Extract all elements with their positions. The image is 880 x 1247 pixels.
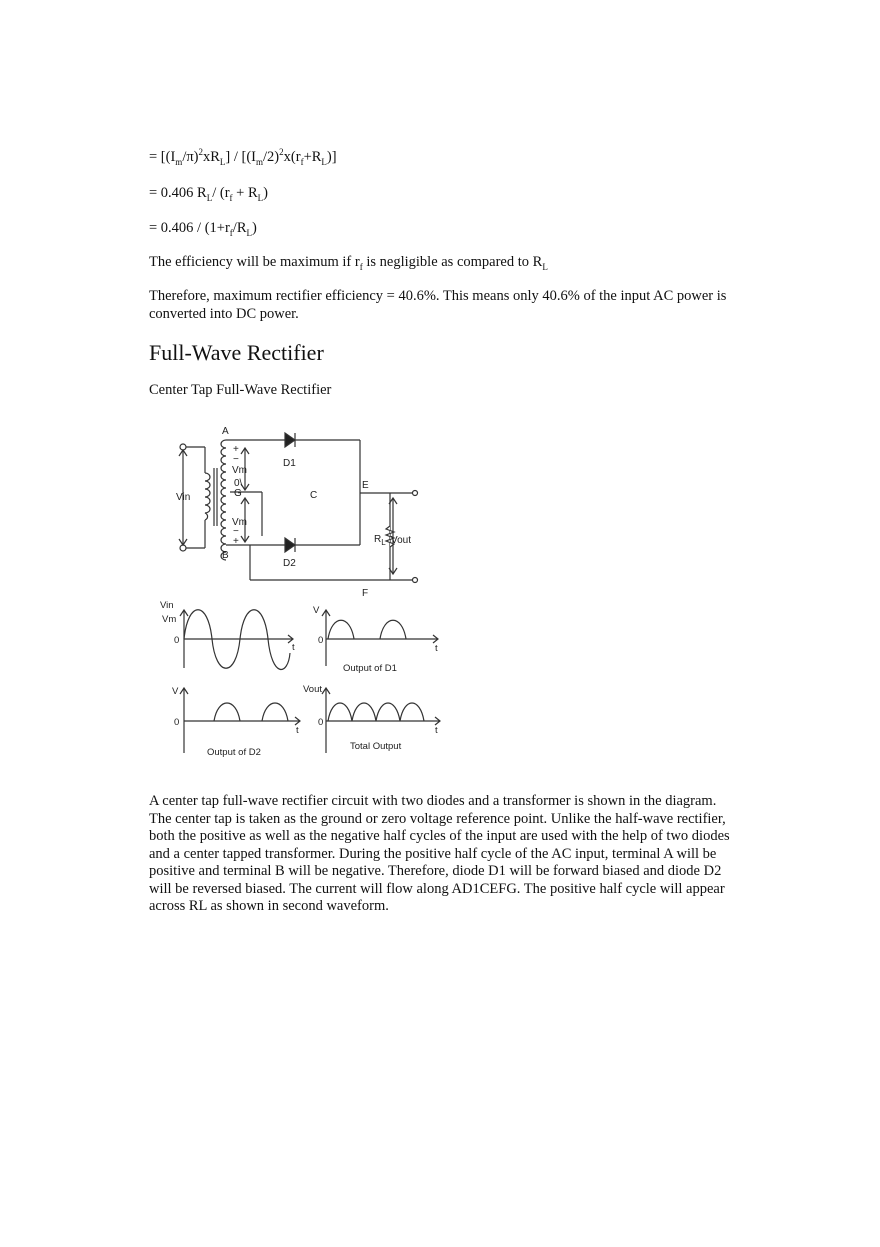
waveform-labels bbox=[160, 600, 438, 758]
label-vout: Vout bbox=[391, 535, 412, 546]
d1-graph-xlabel: t bbox=[435, 643, 438, 654]
d2-graph-origin: 0 bbox=[174, 717, 180, 728]
vin-graph-ylabel: Vin bbox=[160, 600, 174, 611]
total-graph-xlabel: t bbox=[435, 725, 438, 736]
label-vm-top: Vm bbox=[232, 465, 247, 476]
description-paragraph: A center tap full-wave rectifier circuit with two diodes and a transformer is shown in the diagram. The center tap is taken as the ground or zero voltage reference point. Unlike the half-wave rectifier, both the positive as well as the negative half cycles of the input are used with the help of two diodes and a center tapped transformer. During the positive half cycle of the AC input, terminal A will be positive and terminal B will be negative. Therefore, diode D1 will be forward biased and diode D2 will be reversed biased. The current will flow along AD1CEFG. The positive half cycle will appear across RL as shown in second waveform. bbox=[149, 793, 730, 914]
primary-coil bbox=[205, 473, 210, 520]
label-plus-bottom: + bbox=[233, 536, 239, 547]
equation-efficiency-ratio: = $[(I_m/\pi)^2xR_L] / [(I_m/2)^2x(r_f+R_L)]$ bbox=[149, 147, 337, 167]
total-graph-caption: Total Output bbox=[350, 741, 402, 752]
subsection-heading: Center Tap Full-Wave Rectifier bbox=[149, 382, 332, 398]
d1-graph-origin: 0 bbox=[318, 635, 324, 646]
circuit-labels bbox=[176, 426, 411, 599]
label-g: G bbox=[234, 488, 242, 499]
rectifier-figure bbox=[150, 418, 450, 763]
d2-half-wave-1 bbox=[214, 703, 240, 721]
label-b: B bbox=[222, 550, 229, 561]
output-terminal-f bbox=[413, 578, 418, 583]
label-zero-volt: 0\ bbox=[234, 478, 243, 489]
d1-graph-caption: Output of D1 bbox=[343, 663, 397, 674]
output-terminal-e bbox=[413, 491, 418, 496]
total-graph-ylabel: Vout bbox=[303, 684, 323, 695]
d2-graph-xlabel: t bbox=[296, 725, 299, 736]
vin-sine-wave bbox=[184, 610, 290, 670]
vin-graph-peak-label: Vm bbox=[162, 614, 177, 625]
label-d1: D1 bbox=[283, 458, 296, 469]
label-vm-bottom: Vm bbox=[232, 517, 247, 528]
circuit-diagram bbox=[179, 433, 418, 583]
d2-graph-caption: Output of D2 bbox=[207, 747, 261, 758]
section-heading: Full-Wave Rectifier bbox=[149, 340, 324, 365]
d2-half-wave-2 bbox=[262, 703, 288, 721]
label-d2: D2 bbox=[283, 558, 296, 569]
vin-graph-origin: 0 bbox=[174, 635, 180, 646]
diode-d2-icon bbox=[285, 538, 295, 552]
label-minus-top: − bbox=[233, 454, 239, 465]
label-vin: Vin bbox=[176, 492, 191, 503]
vin-graph-xlabel: t bbox=[292, 642, 295, 653]
max-efficiency-paragraph: Therefore, maximum rectifier efficiency = 40.6%. This means only 40.6% of the input AC power is converted into DC power. bbox=[149, 288, 727, 322]
label-rl: $R_L$ bbox=[374, 534, 386, 547]
d1-graph-ylabel: V bbox=[313, 605, 320, 616]
label-c: C bbox=[310, 490, 318, 501]
label-a: A bbox=[222, 426, 229, 437]
equation-efficiency-final: = $0.406 / (1+r_f/R_L)$ bbox=[149, 220, 257, 238]
label-f: F bbox=[362, 588, 369, 599]
equation-efficiency-simplified: = 0.406 $R_L/$ $(r_f + R_L)$ bbox=[149, 185, 268, 203]
waveform-graphs bbox=[180, 610, 440, 753]
efficiency-note: The efficiency will be maximum if $r_f$ is negligible as compared to $R_L$ bbox=[149, 254, 548, 272]
label-minus-bottom: − bbox=[233, 526, 239, 537]
d1-half-wave-1 bbox=[328, 620, 354, 639]
secondary-coil bbox=[221, 440, 226, 560]
label-plus-top: + bbox=[233, 444, 239, 455]
total-full-wave bbox=[328, 703, 424, 721]
d2-graph-ylabel: V bbox=[172, 686, 179, 697]
total-graph-origin: 0 bbox=[318, 717, 324, 728]
label-e: E bbox=[362, 480, 369, 491]
d1-half-wave-2 bbox=[380, 620, 406, 639]
diode-d1-icon bbox=[285, 433, 295, 447]
